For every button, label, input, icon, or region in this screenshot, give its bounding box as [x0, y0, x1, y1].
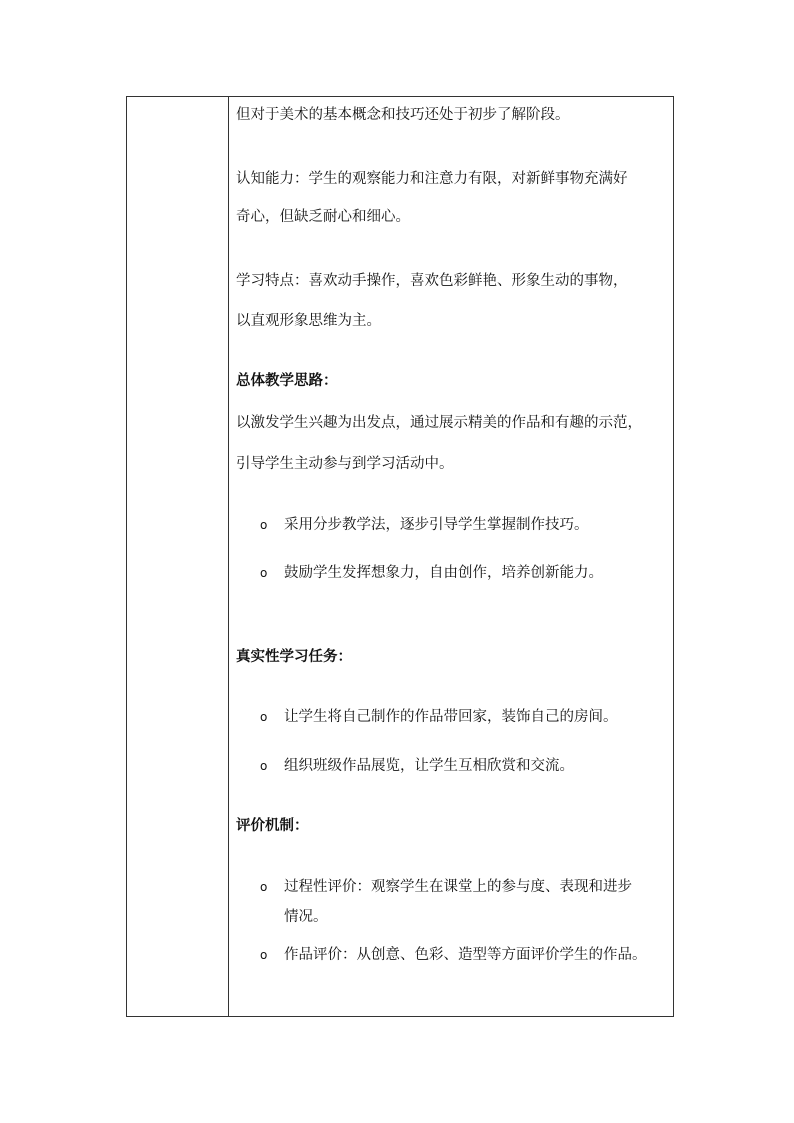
teaching-approach-heading: 总体教学思路：: [236, 373, 338, 389]
list-item-text: 让学生将自己制作的作品带回家，装饰自己的房间。: [284, 709, 618, 725]
list-item-text: 作品评价：从创意、色彩、造型等方面评价学生的作品。: [284, 947, 647, 963]
list-item: [260, 563, 603, 583]
prior-knowledge-text: 但对于美术的基本概念和技巧还处于初步了解阶段。: [236, 107, 570, 123]
bullet-icon: o: [260, 566, 268, 580]
list-item-text: 组织班级作品展览，让学生互相欣赏和交流。: [284, 758, 574, 774]
table-label-cell: [127, 97, 229, 1016]
learning-features-text: 学习特点：喜欢动手操作，喜欢色彩鲜艳、形象生动的事物，: [236, 273, 628, 289]
cognitive-ability-text: 认知能力：学生的观察能力和注意力有限，对新鲜事物充满好: [236, 171, 628, 187]
list-item: [260, 707, 618, 727]
bullet-icon: o: [260, 710, 268, 724]
bullet-icon: o: [260, 759, 268, 773]
teaching-approach-text-cont: 引导学生主动参与到学习活动中。: [236, 456, 454, 472]
table-content-cell: [230, 97, 673, 1016]
teaching-approach-text: 以激发学生兴趣为出发点，通过展示精美的作品和有趣的示范，: [236, 415, 642, 431]
list-item: [260, 515, 589, 535]
authentic-tasks-heading: 真实性学习任务：: [236, 649, 352, 665]
list-item: [260, 877, 632, 897]
list-item-text-cont: 情况。: [284, 909, 328, 925]
list-item: [260, 945, 647, 965]
list-item: [260, 756, 574, 776]
bullet-icon: o: [260, 948, 268, 962]
evaluation-heading: 评价机制：: [236, 818, 309, 834]
list-item-text: 鼓励学生发挥想象力，自由创作，培养创新能力。: [284, 565, 603, 581]
list-item-text: 采用分步教学法，逐步引导学生掌握制作技巧。: [284, 517, 589, 533]
bullet-icon: o: [260, 518, 268, 532]
list-item-text: 过程性评价：观察学生在课堂上的参与度、表现和进步: [284, 879, 632, 895]
cognitive-ability-text-cont: 奇心，但缺乏耐心和细心。: [236, 209, 410, 225]
lesson-plan-table: [126, 96, 674, 1017]
learning-features-text-cont: 以直观形象思维为主。: [236, 313, 381, 329]
bullet-icon: o: [260, 880, 268, 894]
